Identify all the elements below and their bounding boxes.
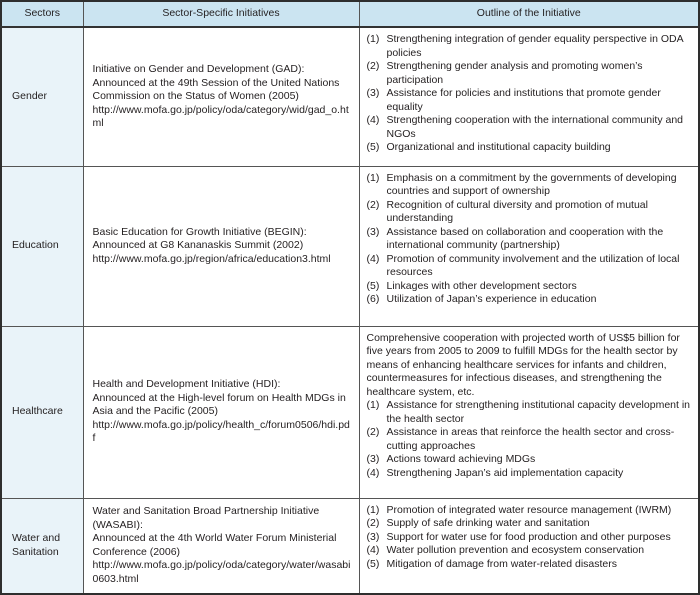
- sector-cell: Water and Sanitation: [1, 498, 83, 594]
- initiative-line: Health and Development Initiative (HDI):: [92, 378, 281, 391]
- initiative-line: Basic Education for Growth Initiative (BEGIN):: [92, 225, 307, 238]
- outline-item: [367, 33, 693, 60]
- outline-item-text: Supply of safe drinking water and sanitation: [386, 517, 590, 529]
- header-sectors: Sectors: [1, 1, 83, 27]
- outline-item-number: (5): [366, 557, 380, 570]
- header-outline: Outline of the Initiative: [359, 1, 699, 27]
- outline-item-number: (3): [366, 225, 380, 238]
- sector-cell: Education: [1, 166, 83, 326]
- initiative-line: Announced at the High-level forum on Health MDGs in Asia and the Pacific (2005): [92, 391, 346, 418]
- outline-item-text: Actions toward achieving MDGs: [386, 453, 536, 465]
- outline-item-text: Strengthening Japan’s aid implementation capacity: [386, 466, 624, 479]
- outline-item: [367, 426, 693, 453]
- outline-cell: [359, 498, 699, 594]
- outline-item-text: Promotion of community involvement and the utilization of local resources: [386, 252, 680, 278]
- initiative-cell: [83, 326, 359, 498]
- outline-item: [367, 453, 693, 467]
- initiative-line: Announced at G8 Kananaskis Summit (2002): [92, 239, 304, 252]
- outline-item-text: Assistance for policies and institutions that promote gender equality: [386, 87, 661, 113]
- outline-item-text: Strengthening cooperation with the international community and NGOs: [386, 114, 684, 140]
- outline-intro: Comprehensive cooperation with projected worth of US$5 billion for five years from 2005 to 2009 to fulfill MDGs for the health sector by means of enhancing healthcare services for infants and children, countermeasures for infectious diseases, and strengthening the healthcare system, etc.: [366, 331, 680, 398]
- table-row: [1, 166, 699, 326]
- outline-item-number: (2): [366, 60, 380, 72]
- initiative-block: [93, 226, 351, 267]
- outline-item-number: (6): [366, 293, 380, 305]
- table-row: [1, 326, 699, 498]
- initiative-line: Water and Sanitation Broad Partnership Initiative (WASABI):: [92, 505, 320, 531]
- outline-cell: [359, 326, 699, 498]
- outline-item: [367, 531, 693, 545]
- outline-item-text: Utilization of Japan’s experience in education: [386, 293, 597, 305]
- outline-item: [367, 293, 693, 307]
- outline-item: [367, 141, 693, 155]
- outline-item-text: Assistance for strengthening institutional capacity development in the health sector: [386, 399, 691, 425]
- initiative-url: http://www.mofa.go.jp/region/africa/education3.html: [92, 252, 331, 265]
- outline-item-text: Strengthening integration of gender equality perspective in ODA policies: [386, 33, 684, 59]
- outline-item: [367, 60, 693, 87]
- initiative-cell: [83, 27, 359, 166]
- outline-item: [367, 280, 693, 294]
- initiative-url: http://www.mofa.go.jp/policy/oda/category/water/wasabi0603.html: [92, 559, 351, 585]
- outline-item-text: Promotion of integrated water resource management (IWRM): [386, 503, 672, 516]
- outline-item-number: (2): [366, 426, 380, 438]
- outline-item: [367, 114, 693, 141]
- outline-item: [367, 544, 693, 558]
- outline-item: [367, 558, 693, 572]
- outline-item: [367, 172, 693, 199]
- initiative-cell: [83, 166, 359, 326]
- outline-item-text: Assistance in areas that reinforce the health sector and cross-cutting approaches: [386, 426, 675, 452]
- table-header: [1, 1, 699, 27]
- outline-item-number: (1): [366, 33, 380, 45]
- initiative-line: Announced at the 4th World Water Forum Ministerial Conference (2006): [92, 532, 337, 558]
- header-initiatives: Sector-Specific Initiatives: [83, 1, 359, 27]
- outline-item-number: (5): [366, 279, 380, 292]
- initiative-block: [93, 505, 351, 586]
- sector-cell: Gender: [1, 27, 83, 166]
- outline-item: [367, 467, 693, 481]
- outline-item-number: (5): [366, 141, 380, 153]
- outline-item-text: Organizational and institutional capacity building: [386, 141, 611, 153]
- outline-cell: [359, 27, 699, 166]
- header-row: [1, 1, 699, 27]
- outline-item-text: Water pollution prevention and ecosystem conservation: [386, 544, 645, 556]
- initiative-url: http://www.mofa.go.jp/policy/health_c/forum0506/hdi.pdf: [92, 418, 350, 445]
- outline-item-number: (2): [366, 517, 380, 529]
- table-row: [1, 27, 699, 166]
- outline-item-text: Emphasis on a commitment by the governments of developing countries and support of ownership: [386, 171, 677, 197]
- outline-item: [367, 199, 693, 226]
- outline-item-text: Recognition of cultural diversity and promotion of mutual understanding: [386, 198, 648, 224]
- outline-item: [367, 517, 693, 531]
- outline-item-number: (2): [366, 198, 380, 211]
- initiative-line: Initiative on Gender and Development (GAD):: [92, 63, 305, 75]
- outline-item: [367, 399, 693, 426]
- outline-item-number: (1): [366, 171, 380, 184]
- outline-item-number: (3): [366, 453, 380, 465]
- initiative-line: Announced at the 49th Session of the United Nations Commission on the Status of Women (2005): [92, 76, 340, 102]
- outline-item: [367, 226, 693, 253]
- outline-item-text: Mitigation of damage from water-related disasters: [386, 557, 618, 570]
- outline-item-number: (4): [366, 252, 380, 265]
- outline-item-number: (4): [366, 466, 380, 479]
- outline-item-number: (1): [366, 503, 380, 516]
- initiative-block: [93, 63, 351, 131]
- outline-item-number: (1): [366, 399, 380, 411]
- initiative-cell: [83, 498, 359, 594]
- outline-item-number: (3): [366, 530, 380, 543]
- outline-cell: [359, 166, 699, 326]
- outline-item-text: Strengthening gender analysis and promoting women’s participation: [386, 60, 643, 86]
- initiative-url: http://www.mofa.go.jp/policy/oda/category/wid/gad_o.html: [92, 103, 349, 129]
- outline-item-number: (4): [366, 544, 380, 556]
- outline-item-text: Assistance based on collaboration and cooperation with the international community (partnership): [386, 225, 664, 251]
- outline-item: [367, 253, 693, 280]
- outline-item-number: (4): [366, 114, 380, 126]
- table-body: [1, 27, 699, 594]
- outline-item: [367, 87, 693, 114]
- outline-item-text: Support for water use for food production and other purposes: [386, 530, 671, 543]
- outline-item: [367, 504, 693, 518]
- table-row: [1, 498, 699, 594]
- outline-item-number: (3): [366, 87, 380, 99]
- outline-item-text: Linkages with other development sectors: [386, 279, 577, 292]
- initiative-block: [93, 378, 351, 446]
- sector-cell: Healthcare: [1, 326, 83, 498]
